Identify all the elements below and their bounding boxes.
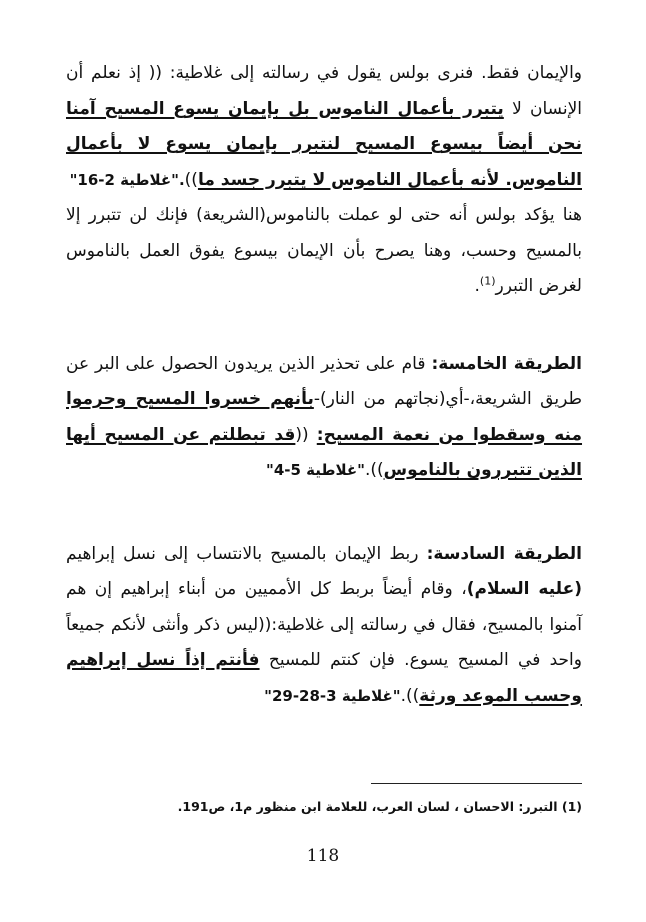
section6-intro: ربط الإيمان بالمسيح بالانتساب إلى نسل إبراهيم (66, 543, 427, 564)
section-sixth-method (66, 537, 582, 715)
page-number: 118 (306, 846, 340, 866)
section5-quote: قد تبطلتم عن المسيح أيها الذين تتبررون بالناموس (66, 424, 582, 480)
section5-emphasis: بأنهم خسروا المسيح وحرموا منه وسقطوا من نعمة المسيح: (66, 389, 583, 445)
paragraph-galatians-2-16 (66, 56, 582, 198)
section6-quote-close: )). (400, 685, 420, 706)
section5-heading: الطريقة الخامسة: (431, 353, 582, 374)
footnote-separator (371, 783, 582, 784)
section5-intro: قام على تحذير الذين يريدون الحصول على البر عن طريق الشريعة،-أي(نجاتهم من النار)- (66, 353, 583, 409)
footnote-text: التبرر: الاحسان ، لسان العرب، للعلامة ابن منظور م1، ص191. (177, 799, 562, 814)
paragraph1-quote: يتبرر بأعمال الناموس بل بإيمان يسوع المسيح آمنا نحن أيضاً بيسوع المسيح لنتبرر بإيمان يسوع لا بأعمال الناموس. لأنه بأعمال الناموس لا يتبرر جسد ما (66, 98, 582, 190)
footnote (66, 796, 582, 818)
section6-honorific: (عليه السلام) (466, 579, 583, 599)
section5-quote-close: )). (364, 460, 384, 480)
footnote-number: (1) (561, 799, 582, 814)
paragraph-gap (66, 305, 582, 347)
section6-reference: "غلاطية 3-28-29" (264, 686, 401, 705)
paragraph2-text: هنا يؤكد بولس أنه حتى لو عملت بالناموس(الشريعة) فإنك لن تتبرر إلا بالمسيح وحسب، وهنا يصرح بأن الإيمان بيسوع يفوق العمل بالناموس لغرض التبرر (66, 205, 582, 296)
section6-quote: فأنتم إذاً نسل إبراهيم وحسب الموعد ورثة (66, 650, 582, 706)
paragraph1-intro: والإيمان فقط. فنرى بولس يقول في رسالته إلى غلاطية: (( إذ نعلم أن الإنسان لا (66, 63, 582, 119)
section5-quote-open: (( (295, 424, 317, 445)
section-fifth-method (66, 347, 582, 489)
footnote-marker: (1) (479, 274, 496, 288)
main-text (66, 56, 582, 714)
paragraph-explanation (66, 198, 582, 305)
section5-reference: "غلاطية 5-4" (265, 461, 365, 479)
paragraph2-end: . (474, 276, 480, 296)
section6-heading: الطريقة السادسة: (426, 543, 582, 564)
section6-body: ، وقام أيضاً بربط كل الأمميين من أبناء إبراهيم إن هم آمنوا بالمسيح، فقال في رسالته إلى غلاطية:((ليس ذكر وأنثى لأنكم جميعاً واحد في المسيح يسوع. فإن كنتم للمسيح (66, 579, 582, 670)
paragraph1-reference: ."غلاطية 2-16" (69, 170, 185, 189)
paragraph-gap (66, 489, 582, 537)
paragraph1-quote-close: )) (184, 169, 198, 190)
